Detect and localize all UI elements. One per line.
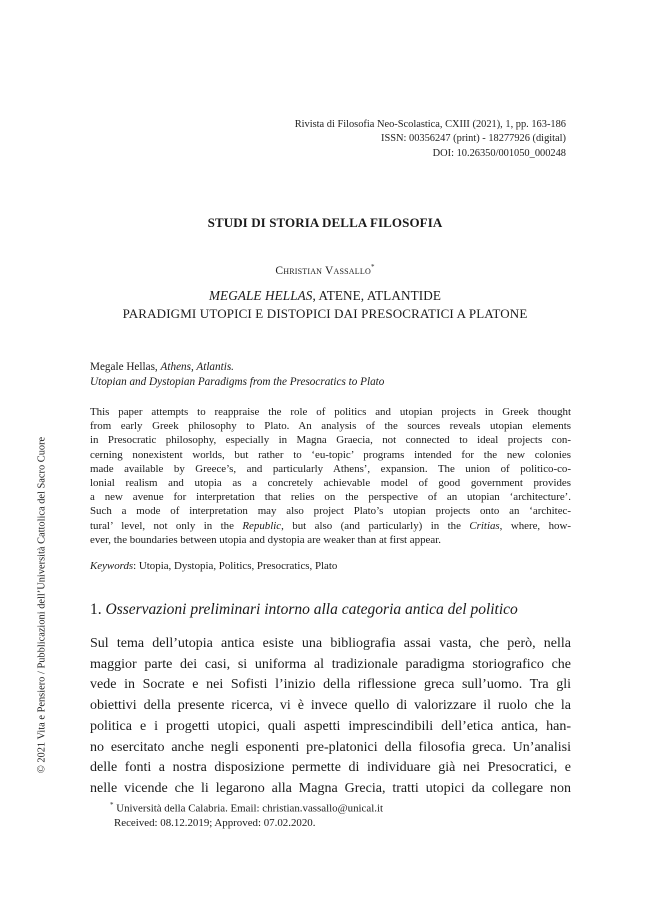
article-title-italic: MEGALE HELLAS xyxy=(208,288,313,303)
body-line: no esercitato anche negli esponenti pre-platonici della filosofia greca. Un’analisi xyxy=(90,739,571,755)
english-subtitle: Utopian and Dystopian Paradigms from the Presocratics to Plato xyxy=(90,375,385,388)
footnote-affiliation: Università della Calabria. Email: christian.vassallo@unical.it xyxy=(113,802,384,815)
abstract-line: a new avenue for interpretation that relies on the perspective of an utopian ‘architecture’. xyxy=(90,491,571,504)
journal-citation xyxy=(295,118,566,161)
abstract-line: lonial realism and utopia as a concretely achievable model of good government provides xyxy=(90,477,571,490)
abstract-line: cerning nonexistent worlds, but rather to ‘eu-topic’ programs intended for the new colonies xyxy=(90,448,571,461)
abstract-text: tural’ level, not only in the xyxy=(90,519,243,532)
article-subtitle: PARADIGMI UTOPICI E DISTOPICI DAI PRESOCRATICI A PLATONE xyxy=(122,306,528,321)
copyright-text: © 2021 Vita e Pensiero / Pubblicazioni dell’Università Cattolica del Sacro Cuore xyxy=(36,436,48,774)
keywords xyxy=(90,560,337,572)
body-line: obiettivi della presente ricerca, vi è invece quello di valorizzare il ruolo che la xyxy=(90,698,571,714)
english-title-italic: Athens, Atlantis. xyxy=(160,361,234,373)
abstract-line: made available by Greece’s, and particularly Athens’, expansion. The union of politico-co- xyxy=(90,462,571,475)
footnote-dates: Received: 08.12.2019; Approved: 07.02.2020. xyxy=(114,817,316,830)
abstract-italic-republic: Republic xyxy=(242,519,282,532)
abstract-text: , but also (and particularly) in the xyxy=(281,519,470,532)
abstract-line: This paper attempts to reappraise the role of politics and utopian projects in Greek thought xyxy=(90,406,571,418)
issn-line: ISSN: 00356247 (print) - 18277926 (digital) xyxy=(381,133,566,145)
section-heading-number: 1. xyxy=(90,601,106,618)
body-line: politica e i progetti utopici, quali aspetti imprescindibili dell’etica antica, han- xyxy=(90,718,571,734)
keywords-label: Keywords xyxy=(90,560,134,572)
author-footnote-mark: * xyxy=(370,263,375,271)
journal-line: Rivista di Filosofia Neo-Scolastica, CXIII (2021), 1, pp. 163-186 xyxy=(294,119,566,130)
copyright-sidebar xyxy=(35,436,49,774)
section-heading-text: Osservazioni preliminari intorno alla categoria antica del politico xyxy=(105,601,518,618)
body-line: vede in Socrate e nei Sofisti l’inizio della riflessione greca sull’uomo. Tra gli xyxy=(90,677,571,693)
section-title: STUDI DI STORIA DELLA FILOSOFIA xyxy=(207,215,443,230)
abstract-line: in Presocratic philosophy, especially in Magna Graecia, not connected to ideal projects con- xyxy=(90,434,571,447)
body-line: delle fonti a nostra disposizione permette di individuare già nei Presocratici, e xyxy=(90,760,571,776)
section-heading xyxy=(90,601,518,619)
article-title-rest: , ATENE, ATLANTIDE xyxy=(312,288,442,303)
abstract xyxy=(90,405,571,547)
abstract-line: from early Greek philosophy to Plato. An analysis of the sources reveals utopian elements xyxy=(90,420,571,433)
english-title xyxy=(90,360,384,389)
abstract-line xyxy=(90,519,571,533)
abstract-line: Such a mode of interpretation may also project Plato’s utopian projects onto an ‘architec- xyxy=(90,505,571,518)
article-title xyxy=(0,288,650,304)
footnote xyxy=(110,798,383,831)
body-line: maggior parte dei casi, si uniforma al tradizionale paradigma storiografico che xyxy=(90,656,571,672)
abstract-italic-critias: Critias xyxy=(469,519,500,532)
author-name xyxy=(0,263,650,277)
english-title-plain: Megale Hellas, xyxy=(90,361,161,373)
body-line: Sul tema dell’utopia antica esiste una bibliografia assai vasta, che però, nella xyxy=(90,636,571,651)
author-name-text: Christian Vassallo xyxy=(275,264,371,277)
abstract-line: ever, the boundaries between utopia and dystopia are weaker than at first appear. xyxy=(90,533,441,546)
footnote-mark: * xyxy=(110,801,114,809)
doi-line: DOI: 10.26350/001050_000248 xyxy=(432,147,566,159)
abstract-text: , where, how- xyxy=(499,519,571,532)
keywords-values: : Utopia, Dystopia, Politics, Presocratics, Plato xyxy=(133,560,338,572)
body-line: nelle vicende che li legarono alla Magna Grecia, tratti utopici da collegare non xyxy=(90,780,571,796)
body-paragraph xyxy=(90,634,571,800)
